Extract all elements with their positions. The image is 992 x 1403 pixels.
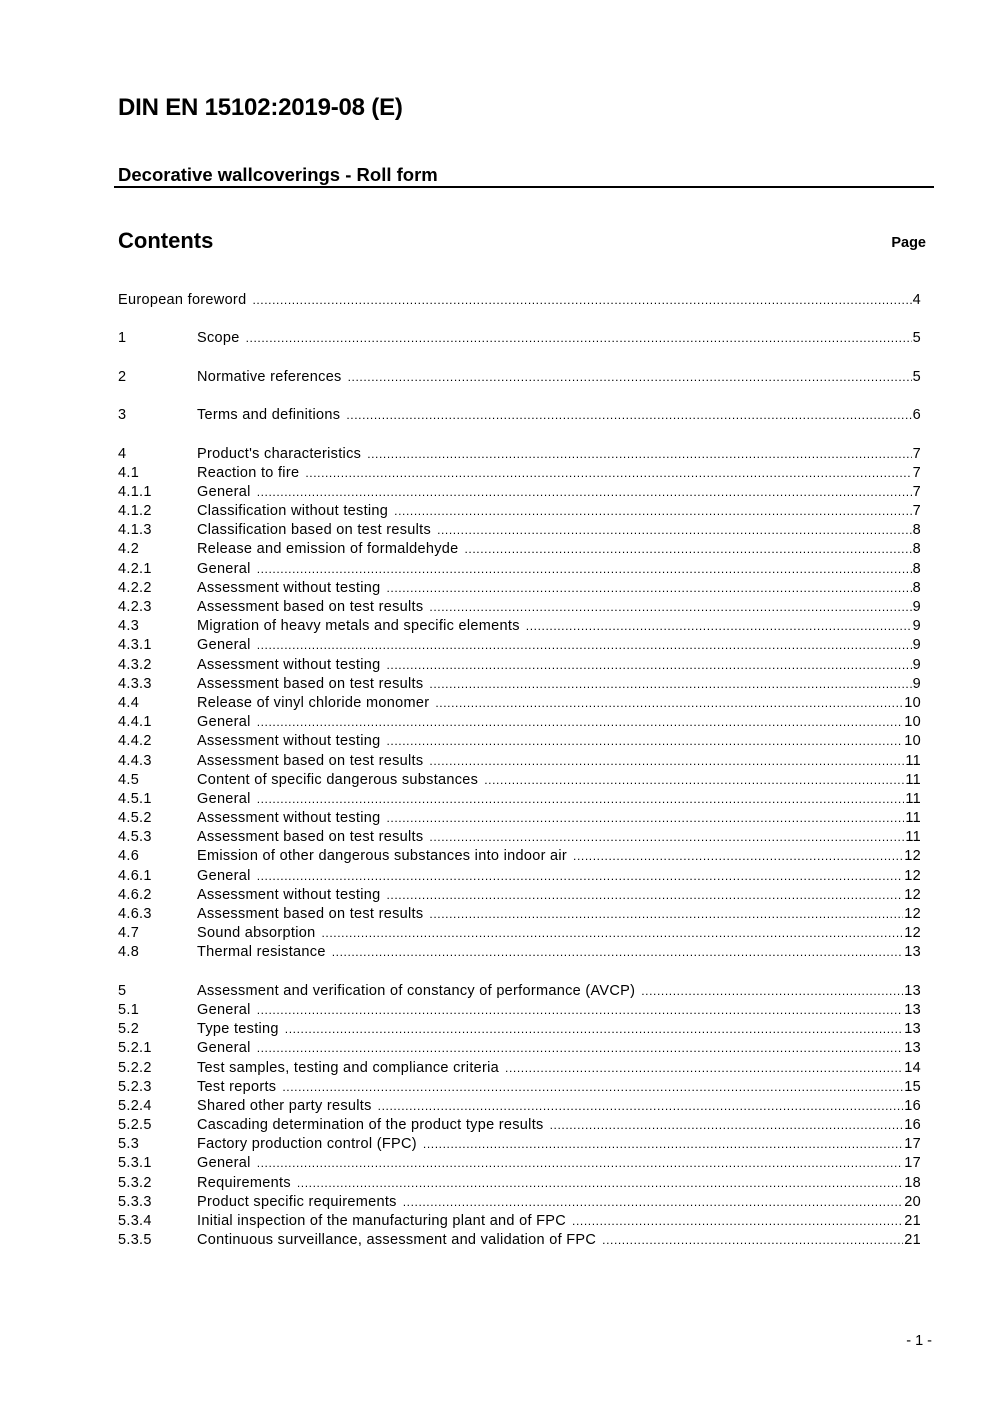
toc-entry-title: General [197, 1001, 251, 1018]
dot-leader [257, 636, 912, 655]
toc-entry[interactable] [118, 886, 921, 905]
toc-entry-title: General [197, 1040, 251, 1057]
dot-leader [403, 1193, 904, 1212]
toc-entry-title: European foreword [118, 292, 247, 308]
toc-entry[interactable] [118, 560, 921, 579]
toc-entry-title: Assessment without testing [197, 579, 381, 596]
dot-leader [282, 1078, 903, 1097]
toc-entry-page: 14 [904, 1059, 921, 1076]
toc-entry-title: Assessment without testing [197, 733, 381, 750]
toc-entry[interactable] [118, 1193, 921, 1212]
contents-heading: Contents [118, 228, 214, 253]
toc-entry-title: Normative references [197, 368, 342, 385]
toc-entry[interactable] [118, 617, 921, 636]
toc-entry-page: 7 [912, 483, 921, 500]
toc-entry-page: 17 [904, 1136, 921, 1153]
toc-entry-page: 8 [912, 522, 921, 539]
toc-entry[interactable] [118, 656, 921, 675]
toc-entry[interactable] [118, 771, 921, 790]
toc-entry-title: Release and emission of formaldehyde [197, 541, 459, 558]
toc-entry-page: 9 [912, 656, 921, 673]
toc-entry[interactable] [118, 579, 921, 598]
toc-entry-page: 16 [904, 1117, 921, 1134]
toc-entry[interactable] [118, 982, 921, 1001]
toc-entry-number: 4.2.1 [118, 560, 152, 577]
toc-entry[interactable] [118, 368, 921, 387]
toc-entry-number: 4.3.1 [118, 637, 152, 654]
dot-leader [257, 790, 905, 809]
dot-leader [246, 329, 912, 348]
table-of-contents [118, 290, 921, 1250]
toc-entry-page: 4 [912, 292, 921, 308]
dot-leader [257, 713, 904, 732]
page-column-label: Page [891, 235, 926, 251]
toc-entry[interactable] [118, 1154, 921, 1173]
toc-entry-page: 18 [904, 1174, 921, 1191]
toc-entry-title: Test samples, testing and compliance criteria [197, 1059, 500, 1076]
toc-entry-page: 13 [904, 1021, 921, 1038]
toc-entry-number: 4.2.3 [118, 599, 152, 615]
toc-entry-title: Classification without testing [197, 503, 389, 520]
title-divider [114, 186, 934, 188]
toc-entry-page: 10 [904, 714, 921, 731]
toc-entry-page: 9 [912, 618, 921, 635]
dot-leader [394, 502, 911, 521]
toc-entry[interactable] [118, 1135, 921, 1154]
toc-entry-title: Reaction to fire [197, 464, 300, 481]
toc-entry-title: Thermal resistance [197, 944, 326, 961]
toc-entry-number: 5.2 [118, 1021, 140, 1038]
toc-entry-title: Requirements [197, 1174, 291, 1191]
toc-entry-title: Assessment based on test results [197, 906, 424, 922]
toc-entry-page: 7 [912, 445, 921, 462]
toc-entry-page: 12 [904, 886, 921, 903]
toc-entry-page: 5 [912, 330, 921, 347]
toc-entry-title: Product's characteristics [197, 445, 362, 462]
toc-entry-page: 11 [905, 771, 921, 788]
toc-entry-page: 21 [904, 1213, 921, 1229]
dot-leader [429, 598, 911, 617]
toc-entry[interactable] [118, 1059, 921, 1078]
toc-entry-number: 5.3.3 [118, 1193, 152, 1210]
toc-entry-number: 5.1 [118, 1001, 140, 1018]
toc-entry-number: 4.6.2 [118, 886, 152, 903]
toc-entry-title: Content of specific dangerous substances [197, 771, 479, 788]
toc-entry[interactable] [118, 828, 921, 847]
toc-entry-number: 5.3.5 [118, 1232, 152, 1249]
dot-leader [257, 483, 912, 502]
toc-entry-page: 12 [904, 867, 921, 884]
toc-entry-title: Terms and definitions [197, 407, 341, 424]
toc-entry-number: 4.1 [118, 464, 140, 481]
toc-entry-number: 5.2.4 [118, 1097, 152, 1114]
toc-entry-number: 4.3.2 [118, 656, 152, 673]
toc-entry-page: 7 [912, 464, 921, 481]
toc-entry-title: General [197, 867, 251, 884]
toc-entry-title: Assessment without testing [197, 886, 381, 903]
toc-entry[interactable] [118, 809, 921, 828]
toc-entry-number: 5.2.1 [118, 1040, 152, 1057]
toc-entry-page: 10 [904, 733, 921, 750]
toc-entry[interactable] [118, 924, 921, 943]
toc-entry-number: 4.1.3 [118, 522, 152, 539]
toc-entry-number: 4.3 [118, 618, 140, 635]
page-number: - 1 - [906, 1333, 932, 1349]
toc-entry[interactable] [118, 329, 921, 348]
toc-entry[interactable] [118, 1097, 921, 1116]
toc-entry-title: Migration of heavy metals and specific elements [197, 618, 520, 635]
dot-leader [641, 982, 903, 1001]
dot-leader [257, 1001, 904, 1020]
toc-entry-page: 11 [905, 829, 921, 846]
toc-entry[interactable] [118, 1231, 921, 1250]
toc-entry-number: 2 [118, 368, 127, 385]
toc-entry-page: 13 [904, 1040, 921, 1057]
toc-entry-title: Factory production control (FPC) [197, 1136, 417, 1153]
toc-entry-number: 5.2.2 [118, 1059, 152, 1076]
toc-entry-title: Product specific requirements [197, 1193, 397, 1210]
dot-leader [346, 406, 911, 425]
toc-entry[interactable] [118, 636, 921, 655]
dot-leader [378, 1097, 904, 1116]
toc-entry-title: General [197, 714, 251, 731]
toc-entry-title: Shared other party results [197, 1097, 372, 1114]
toc-entry-page: 12 [904, 906, 921, 922]
toc-entry-title: Sound absorption [197, 925, 316, 942]
dot-leader [348, 368, 912, 387]
toc-entry[interactable] [118, 406, 921, 425]
toc-entry-number: 4.6.3 [118, 906, 152, 922]
toc-entry-number: 5 [118, 982, 127, 999]
toc-entry-page: 8 [912, 560, 921, 577]
dot-leader [437, 521, 912, 540]
toc-entry-title: Assessment based on test results [197, 829, 424, 846]
toc-entry-title: General [197, 560, 251, 577]
toc-entry-title: Release of vinyl chloride monomer [197, 694, 430, 711]
toc-entry[interactable] [118, 1116, 921, 1135]
toc-entry-page: 13 [904, 944, 921, 961]
dot-leader [429, 675, 911, 694]
toc-entry-title: Assessment based on test results [197, 752, 424, 769]
toc-entry[interactable] [118, 1212, 921, 1231]
dot-leader [387, 656, 912, 675]
toc-entry[interactable] [118, 445, 921, 464]
toc-entry[interactable] [118, 752, 921, 771]
toc-entry-number: 3 [118, 407, 127, 424]
dot-leader [387, 579, 912, 598]
toc-entry-number: 4.7 [118, 925, 140, 942]
toc-entry[interactable] [118, 675, 921, 694]
toc-entry-title: Test reports [197, 1078, 277, 1095]
toc-entry-page: 9 [912, 599, 921, 615]
toc-entry-title: General [197, 637, 251, 654]
toc-entry-page: 20 [904, 1193, 921, 1210]
toc-entry-number: 4.4.1 [118, 714, 152, 731]
toc-entry-page: 11 [905, 790, 921, 807]
doc-title: DIN EN 15102:2019-08 (E) [118, 94, 403, 121]
toc-entry-title: Assessment based on test results [197, 675, 424, 692]
toc-entry-number: 5.2.3 [118, 1078, 152, 1095]
toc-entry-page: 11 [905, 810, 921, 827]
toc-entry-number: 4.3.3 [118, 675, 152, 692]
dot-leader [387, 732, 904, 751]
dot-leader [332, 943, 904, 962]
toc-entry[interactable] [118, 502, 921, 521]
dot-leader [435, 694, 903, 713]
dot-leader [285, 1020, 903, 1039]
dot-leader [602, 1231, 903, 1250]
toc-entry-number: 4.1.1 [118, 483, 152, 500]
dot-leader [423, 1135, 903, 1154]
dot-leader [387, 886, 904, 905]
toc-entry-page: 17 [904, 1155, 921, 1172]
toc-entry-title: Continuous surveillance, assessment and validation of FPC [197, 1232, 597, 1249]
toc-entry-number: 4.4.2 [118, 733, 152, 750]
dot-leader [321, 924, 903, 943]
dot-leader [257, 1154, 904, 1173]
toc-entry[interactable] [118, 694, 921, 713]
toc-entry-number: 1 [118, 330, 127, 347]
toc-entry-number: 4.5.3 [118, 829, 152, 846]
toc-entry[interactable] [118, 1174, 921, 1193]
dot-leader [252, 291, 911, 310]
dot-leader [257, 867, 904, 886]
toc-entry-number: 5.3.2 [118, 1174, 152, 1191]
dot-leader [257, 560, 912, 579]
toc-entry-title: Classification based on test results [197, 522, 432, 539]
toc-entry-title: Emission of other dangerous substances into indoor air [197, 848, 568, 865]
toc-entry[interactable] [118, 483, 921, 502]
dot-leader [297, 1174, 903, 1193]
toc-entry-number: 5.2.5 [118, 1117, 152, 1134]
toc-entry[interactable] [118, 790, 921, 809]
toc-entry[interactable] [118, 732, 921, 751]
toc-entry[interactable] [118, 1020, 921, 1039]
toc-entry-number: 4.4.3 [118, 752, 152, 769]
dot-leader [257, 1039, 904, 1058]
toc-entry-title: Type testing [197, 1021, 279, 1038]
toc-entry-title: General [197, 483, 251, 500]
toc-entry-page: 8 [912, 579, 921, 596]
dot-leader [305, 464, 911, 483]
toc-entry-number: 4 [118, 445, 127, 462]
toc-entry-title: General [197, 1155, 251, 1172]
toc-entry[interactable] [118, 905, 921, 924]
toc-entry-number: 5.3 [118, 1136, 140, 1153]
toc-entry-title: Assessment based on test results [197, 599, 424, 615]
toc-entry-number: 4.2 [118, 541, 140, 558]
dot-leader [429, 905, 903, 924]
dot-leader [387, 809, 905, 828]
dot-leader [573, 847, 903, 866]
toc-entry[interactable] [118, 521, 921, 540]
toc-entry-title: Scope [197, 330, 240, 347]
toc-entry-number: 4.8 [118, 944, 140, 961]
toc-entry[interactable] [118, 867, 921, 886]
toc-entry[interactable] [118, 540, 921, 559]
dot-leader [505, 1059, 903, 1078]
dot-leader [429, 752, 904, 771]
toc-entry-number: 4.5 [118, 771, 140, 788]
toc-entry-number: 4.2.2 [118, 579, 152, 596]
toc-entry[interactable] [118, 713, 921, 732]
doc-subtitle: Decorative wallcoverings - Roll form [118, 164, 438, 185]
toc-entry-title: Assessment without testing [197, 656, 381, 673]
toc-entry-page: 16 [904, 1097, 921, 1114]
toc-entry-number: 5.3.1 [118, 1155, 152, 1172]
toc-entry-page: 10 [904, 694, 921, 711]
dot-leader [526, 617, 912, 636]
toc-entry-number: 4.4 [118, 694, 140, 711]
toc-entry-number: 4.5.2 [118, 810, 152, 827]
toc-entry-page: 13 [904, 1001, 921, 1018]
toc-entry-title: Cascading determination of the product type results [197, 1117, 544, 1134]
toc-entry-page: 15 [904, 1078, 921, 1095]
toc-entry-title: Initial inspection of the manufacturing plant and of FPC [197, 1213, 567, 1229]
toc-entry-number: 5.3.4 [118, 1213, 152, 1229]
dot-leader [464, 540, 911, 559]
toc-entry-number: 4.1.2 [118, 503, 152, 520]
toc-entry-page: 9 [912, 675, 921, 692]
toc-entry[interactable] [118, 1078, 921, 1097]
toc-entry-page: 6 [912, 407, 921, 424]
toc-entry-page: 8 [912, 541, 921, 558]
toc-entry[interactable] [118, 1001, 921, 1020]
toc-entry-page: 5 [912, 368, 921, 385]
toc-entry-page: 13 [904, 982, 921, 999]
toc-entry-title: Assessment without testing [197, 810, 381, 827]
toc-entry-page: 12 [904, 925, 921, 942]
toc-entry[interactable] [118, 291, 921, 310]
dot-leader [484, 771, 904, 790]
toc-entry[interactable] [118, 847, 921, 866]
toc-entry-page: 12 [904, 848, 921, 865]
toc-entry-number: 4.5.1 [118, 790, 152, 807]
toc-entry[interactable] [118, 598, 921, 617]
toc-entry-page: 11 [905, 752, 921, 769]
toc-entry-number: 4.6 [118, 848, 140, 865]
dot-leader [550, 1116, 904, 1135]
toc-entry-number: 4.6.1 [118, 867, 152, 884]
toc-entry-title: General [197, 790, 251, 807]
toc-entry[interactable] [118, 1039, 921, 1058]
toc-entry[interactable] [118, 464, 921, 483]
toc-entry-page: 9 [912, 637, 921, 654]
dot-leader [429, 828, 904, 847]
toc-entry-page: 7 [912, 503, 921, 520]
toc-entry[interactable] [118, 943, 921, 962]
toc-entry-page: 21 [904, 1232, 921, 1249]
dot-leader [572, 1212, 903, 1231]
toc-entry-title: Assessment and verification of constancy of performance (AVCP) [197, 982, 636, 999]
dot-leader [367, 445, 911, 464]
